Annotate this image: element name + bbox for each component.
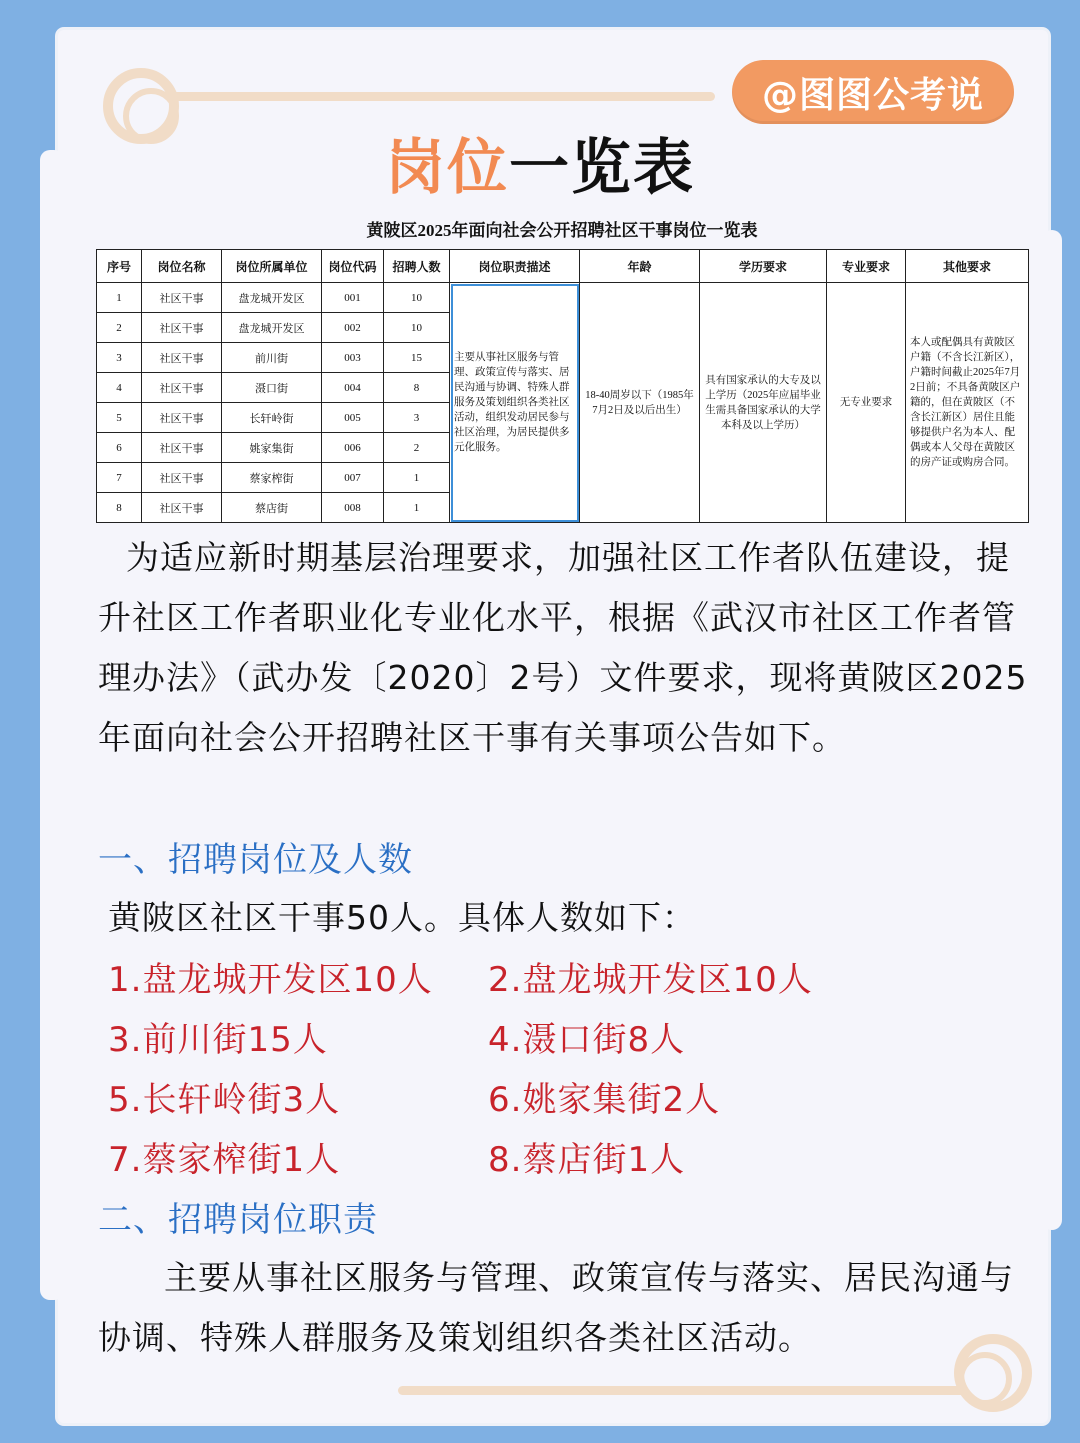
cell-code: 008 [322,493,384,523]
cell-unit: 蔡店街 [222,493,322,523]
cell-position: 社区干事 [142,313,222,343]
quota-item: 6.姚家集街2人 [488,1080,721,1120]
cell-unit: 长轩岭街 [222,403,322,433]
cell-position: 社区干事 [142,463,222,493]
header-cell: 年龄 [580,250,700,283]
quota-item: 7.蔡家榨街1人 [108,1140,341,1180]
quota-item: 8.蔡店街1人 [488,1140,686,1180]
section1-summary: 黄陂区社区干事50人。具体人数如下： [108,898,696,937]
header-cell: 岗位名称 [142,250,222,283]
cell-unit: 盘龙城开发区 [222,283,322,313]
title-highlight: 岗位 [385,133,509,203]
cell-position: 社区干事 [142,493,222,523]
cell-age: 18-40周岁以下（1985年7月2日及以后出生） [580,283,700,523]
quota-item: 3.前川街15人 [108,1020,328,1060]
cell-count: 1 [384,493,450,523]
cell-no: 2 [97,313,142,343]
table-header-row [97,250,1029,283]
section2-paragraph: 主要从事社区服务与管理、政策宣传与落实、居民沟通与协调、特殊人群服务及策划组织各类社区活动。 [98,1258,1014,1357]
quota-item: 5.长轩岭街3人 [108,1080,341,1120]
header-cell: 专业要求 [827,250,906,283]
cell-no: 1 [97,283,142,313]
header-cell: 岗位职责描述 [450,250,580,283]
cell-no: 7 [97,463,142,493]
quota-item: 4.滠口街8人 [488,1020,686,1060]
cell-no: 6 [97,433,142,463]
cell-count: 2 [384,433,450,463]
cell-code: 002 [322,313,384,343]
job-table [96,249,1029,523]
cell-education: 具有国家承认的大专及以上学历（2025年应届毕业生需具备国家承认的大学本科及以上学历） [700,283,827,523]
cell-count: 3 [384,403,450,433]
cell-count: 10 [384,313,450,343]
cell-code: 007 [322,463,384,493]
page-title [0,120,1080,206]
table-caption: 黄陂区2025年面向社会公开招聘社区干事岗位一览表 [366,221,758,240]
cell-unit: 蔡家榨街 [222,463,322,493]
cell-count: 10 [384,283,450,313]
cell-position: 社区干事 [142,343,222,373]
header-cell: 岗位所属单位 [222,250,322,283]
cell-count: 1 [384,463,450,493]
cell-code: 005 [322,403,384,433]
cell-code: 004 [322,373,384,403]
cell-duty[interactable]: 主要从事社区服务与管理、政策宣传与落实、居民沟通与协调、特殊人群服务及策划组织各类社区活动，组织发动居民参与社区治理，为居民提供多元化服务。 [450,283,580,523]
decor-line-top [170,92,715,101]
cell-count: 8 [384,373,450,403]
cell-other: 本人或配偶具有黄陂区户籍（不含长江新区），户籍时间截止2025年7月2日前；不具备黄陂区户籍的，但在黄陂区（不含长江新区）居住且能够提供户名为本人、配偶或本人父母在黄陂区的房产证或购房合同。 [906,283,1029,523]
cell-count: 15 [384,343,450,373]
cell-major: 无专业要求 [827,283,906,523]
table-row [97,283,1029,313]
author-badge: @图图公考说 [732,60,1014,124]
intro-paragraph: 为适应新时期基层治理要求，加强社区工作者队伍建设，提升社区工作者职业化专业化水平，根据《武汉市社区工作者管理办法》（武办发〔2020〕2号）文件要求，现将黄陂区2025年面向社会公开招聘社区干事有关事项公告如下。 [98,538,1028,757]
header-cell: 岗位代码 [322,250,384,283]
header-cell: 学历要求 [700,250,827,283]
cell-position: 社区干事 [142,403,222,433]
cell-no: 5 [97,403,142,433]
section2-heading: 二、招聘岗位职责 [98,1200,378,1240]
cell-no: 8 [97,493,142,523]
cell-code: 003 [322,343,384,373]
cell-position: 社区干事 [142,283,222,313]
cell-unit: 姚家集街 [222,433,322,463]
cell-no: 3 [97,343,142,373]
cell-no: 4 [97,373,142,403]
header-cell: 其他要求 [906,250,1029,283]
title-rest: 一览表 [509,133,695,203]
cell-unit: 盘龙城开发区 [222,313,322,343]
cell-unit: 前川街 [222,343,322,373]
header-cell: 序号 [97,250,142,283]
cell-code: 006 [322,433,384,463]
decor-line-bottom [398,1386,968,1395]
cell-position: 社区干事 [142,433,222,463]
cell-code: 001 [322,283,384,313]
quota-item: 1.盘龙城开发区10人 [108,960,433,1000]
quota-item: 2.盘龙城开发区10人 [488,960,813,1000]
header-cell: 招聘人数 [384,250,450,283]
cell-position: 社区干事 [142,373,222,403]
section1-heading: 一、招聘岗位及人数 [98,840,413,880]
cell-unit: 滠口街 [222,373,322,403]
